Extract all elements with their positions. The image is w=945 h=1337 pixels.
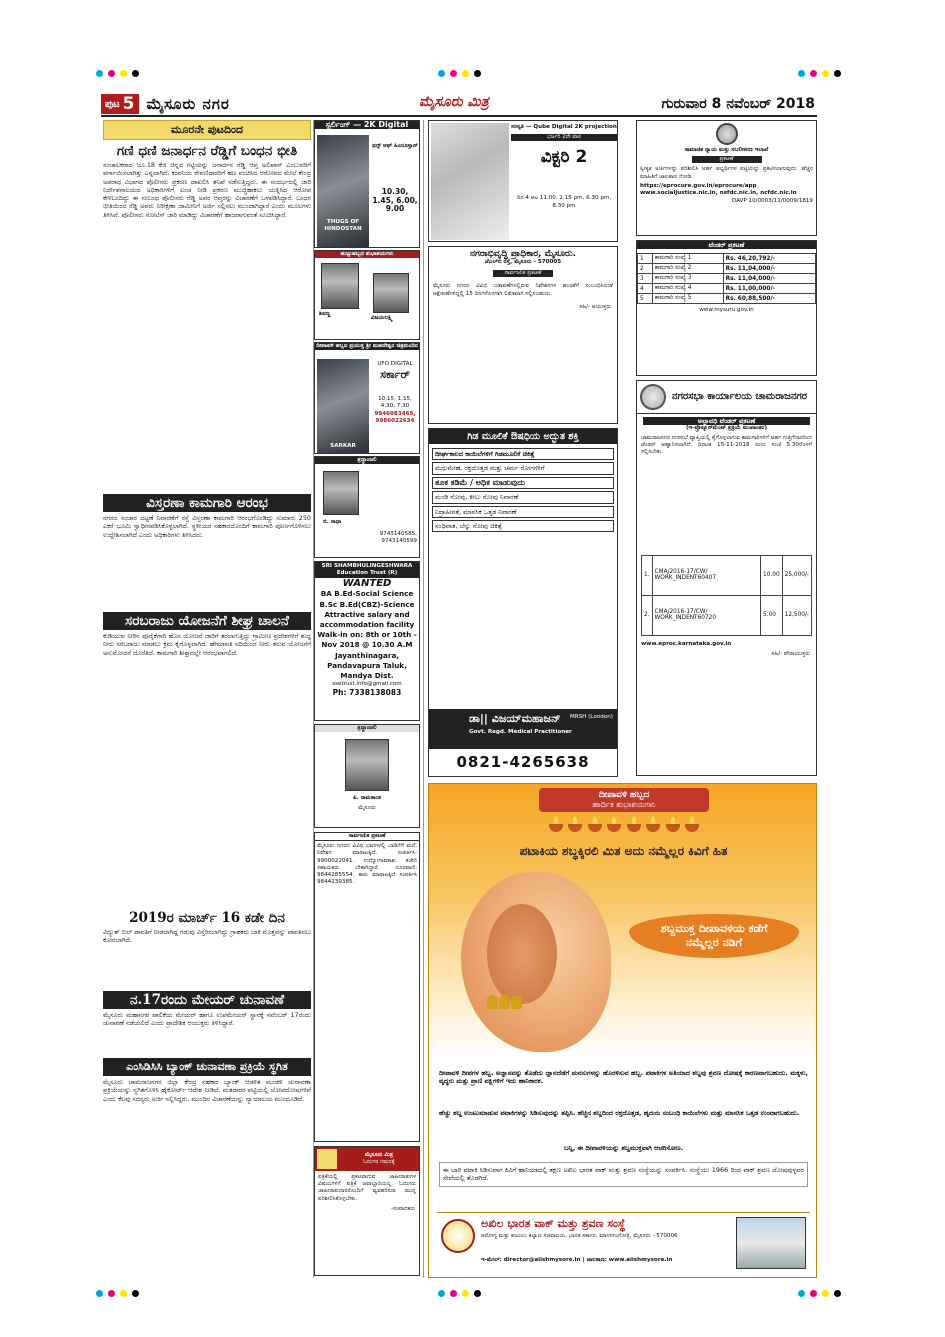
registration-marks bbox=[798, 70, 841, 77]
notice-links: https://eprocure.gov.in/eprocure/app www.socialjustice.nic.in, nsfdc.nic.in, ncfdc.nic.in bbox=[640, 182, 797, 197]
cmc-footer: www.eproc.karnataka.gov.in bbox=[641, 640, 732, 647]
table-row bbox=[638, 264, 816, 274]
tribute-ad bbox=[314, 456, 420, 558]
person-photo bbox=[345, 739, 389, 791]
table-cell: 5.00 bbox=[761, 595, 783, 635]
masthead bbox=[101, 93, 817, 117]
table-cell: 12,500/- bbox=[782, 595, 811, 635]
aiish-address: ಆರೋಗ್ಯ ಮತ್ತು ಕುಟುಂಬ ಕಲ್ಯಾಣ ಸಚಿವಾಲಯ, ಭಾರತ ಸರ್ಕಾರ, ಮಾನಸಗಂಗೋತ್ರಿ, ಮೈಸೂರು - 570006 bbox=[481, 1233, 678, 1239]
table-cell: Rs. 11,04,000/- bbox=[723, 274, 815, 284]
headline-reddy: ಗಣಿ ಧಣಿ ಜನಾರ್ಧನ ರೆಡ್ಡಿಗೆ ಬಂಧನ ಭೀತಿ bbox=[116, 143, 298, 159]
page-label: ಪುಟ bbox=[105, 98, 120, 110]
notice-label: ಪ್ರಕಟಣೆ bbox=[692, 156, 762, 163]
headline-march-deadline: 2019ರ ಮಾರ್ಚ್ 16 ಕಡೇ ದಿನ bbox=[129, 910, 285, 926]
dept-title: ಸಾಮಾಜಿಕ ನ್ಯಾಯ ಮತ್ತು ಸಬಲೀಕರಣ ಇಲಾಖೆ bbox=[684, 147, 769, 153]
classifieds-ad bbox=[314, 832, 420, 1142]
cinema-title: ಸರಸ್ವತಿ — Qube Digital 2K projection bbox=[511, 124, 617, 130]
table-cell: 2. bbox=[642, 595, 653, 635]
notice-paper-name: ಮೈಸೂರು ಮಿತ್ರ bbox=[365, 1151, 393, 1158]
muda-text: ಮೈಸೂರು ನಗರದ ವಿವಿಧ ಬಡಾವಣೆಗಳಲ್ಲಿರುವ ನಿವೇಶನಗಳ ಹಂಚಿಕೆಗೆ ಸಂಬಂಧಿಸಿದಂತೆ ಆಕ್ಷೇಪಣೆಗಳಿದ್ದಲ್ಲಿ 15 ದಿನಗಳೊಳಗಾಗಿ ಲಿಖಿತವಾಗಿ ಸಲ್ಲಿಸಬಹುದು. bbox=[433, 283, 613, 297]
aiish-logo-icon bbox=[441, 1219, 475, 1253]
table-cell: 1. bbox=[642, 555, 653, 595]
person-photo bbox=[373, 273, 409, 313]
wanted-body: BA B.Ed-Social Science B.Sc B.Ed(CBZ)-Science Attractive salary and accommodation facility Walk-in on: 8th or 10th - Nov 2018 @ 10.30 A.M Jayanthinagara, Pandavapura Taluk, Mandya Dist. bbox=[317, 589, 417, 681]
cmc-text: ಚಾಮರಾಜನಗರ ನಗರಸಭೆ ವ್ಯಾಪ್ತಿಯಲ್ಲಿ ಕೈಗೊಳ್ಳಲಾಗುವ ಕಾಮಗಾರಿಗಳಿಗೆ ಅರ್ಹ ಗುತ್ತಿಗೆದಾರರಿಂದ ಟೆಂಡರ್ ಆಹ್ವಾನಿಸಲಾಗಿದೆ. ದಿನಾಂಕ 15-11-2018 ರಂದು ಸಂಜೆ 5.30ರೊಳಗೆ ಸಲ್ಲಿಸಬೇಕು. bbox=[641, 434, 812, 456]
column-rule bbox=[423, 120, 424, 1278]
muda-signature: ಸಹಿ/- ಆಯುಕ್ತರು bbox=[579, 303, 611, 310]
person-detail: ಮೈಸೂರು bbox=[358, 805, 376, 811]
classifieds-text: ಮೈಸೂರು ನಗರದ ವಿವಿಧ ಭಾಗಗಳಲ್ಲಿ ಬಾಡಿಗೆಗೆ ಮನೆ, ನಿವೇಶನ ಮಾರಾಟಕ್ಕಿದೆ. ಸಂಪರ್ಕಿಸಿ: 9900022041. ಉದ್ಯೋಗಾವಕಾಶ: ಕಚೇರಿ ಸಹಾಯಕರು ಬೇಕಾಗಿದ್ದಾರೆ. ದೂರವಾಣಿ: 9844285554. ಕಾರು ಮಾರಾಟಕ್ಕಿದೆ ಸಂಪರ್ಕಿಸಿ 9844239385. bbox=[317, 843, 417, 886]
person-name: ಬಿ. ರಾಧಾ bbox=[323, 519, 342, 525]
treatment-line: ಮಧುಮೇಹ, ರಕ್ತದೊತ್ತಡ ಮತ್ತು ಚರ್ಮ ರೋಗಗಳಿಗೆ bbox=[432, 462, 614, 474]
government-emblem-icon bbox=[716, 123, 738, 145]
film-name: ವಿಕ್ಟರಿ 2 bbox=[540, 147, 588, 168]
table-cell: 2 bbox=[638, 264, 653, 274]
tribute-title: ಶ್ರದ್ಧಾಂಜಲಿ bbox=[315, 725, 419, 732]
bells-icon bbox=[487, 994, 527, 1016]
show-times: 10.15, 1.15, 4.30, 7.30 bbox=[378, 396, 412, 410]
article-mayor-election: ಮೈಸೂರು ಮಹಾನಗರ ಪಾಲಿಕೆಯ ಮೇಯರ್ ಹಾಗೂ ಉಪಮೇಯರ್ ಸ್ಥಾನಕ್ಕೆ ನವೆಂಬರ್ 17ರಂದು ಚುನಾವಣೆ ನಡೆಯಲಿದೆ ಎಂದು ಪ್ರಾದೇಶಿಕ ಆಯುಕ್ತರು ತಿಳಿಸಿದ್ದಾರೆ. bbox=[103, 1011, 311, 1028]
muda-notice-label: ಸಾರ್ವಜನಿಕ ಪ್ರಕಟಣೆ bbox=[493, 270, 553, 277]
cinema-title: ದೀಪಾವಳಿ ಹಬ್ಬದ ಪ್ರಯುಕ್ತ ಶ್ರೀ ಮಹದೇಶ್ವರ ಚಿತ್ರಮಂದಿರ bbox=[316, 343, 418, 349]
article-march-deadline: ವಿದ್ಯುತ್ ಬಿಲ್ ಪಾವತಿಗೆ ನೀಡಲಾಗಿದ್ದ ಗಡುವು ವಿಸ್ತರಿಸಲಾಗಿದ್ದು ಗ್ರಾಹಕರು ಬಾಕಿ ಮೊತ್ತವನ್ನು ಪಾವತಿಸಲು ಕೋರಲಾಗಿದೆ. bbox=[103, 928, 311, 945]
cinema-title: ಸ್ಟರ್ಲಿಂಗ್ — 2K Digital bbox=[315, 121, 419, 129]
diwali-headline: ಪಟಾಕಿಯ ಶಬ್ಧಕ್ಕಿರಲಿ ಮಿತ ಅದು ನಮ್ಮೆಲ್ಲರ ಕಿವಿಗೆ ಹಿತ bbox=[519, 844, 728, 858]
headline-supply-scheme: ಸರಬರಾಜು ಯೋಜನೆಗೆ ಶೀಘ್ರ ಚಾಲನೆ bbox=[103, 612, 311, 630]
aiish-contact: ಇ-ಮೇಲ್: director@aiishmysore.in | ಜಾಲತಾಣ: www.aiishmysore.in bbox=[481, 1257, 673, 1263]
second-week-note: ಭರ್ಜರಿ 2ನೇ ವಾರ bbox=[511, 134, 617, 141]
show-times: ದಿನ 4 ಆಟ 11.00, 2.15 pm, 6.30 pm, 8.30 pm bbox=[516, 195, 612, 209]
diwali-greeting: ಹಾರ್ದಿಕ ಶುಭಾಶಯಗಳು bbox=[592, 800, 656, 809]
notice-signature: -ಸಂಪಾದಕರು bbox=[391, 1205, 415, 1212]
poster-caption: SARKAR bbox=[330, 442, 356, 449]
issue-date: ಗುರುವಾರ 8 ನವೆಂಬರ್ 2018 bbox=[661, 96, 815, 112]
table-cell: 25,000/- bbox=[782, 555, 811, 595]
diwali-tagline: ಶಬ್ದಮುಕ್ತ ದೀಪಾವಳಿಯ ಕಡೆಗೆ bbox=[660, 922, 768, 935]
cmc-title: ನಗರಸಭಾ ಕಾರ್ಯಾಲಯ ಚಾಮರಾಜನಗರ bbox=[671, 391, 808, 402]
classifieds-title: ಸಾರ್ವಜನಿಕ ಪ್ರಕಟಣೆ bbox=[315, 833, 419, 841]
headline-mayor-election: ನ.17ರಂದು ಮೇಯರ್ ಚುನಾವಣೆ bbox=[103, 991, 311, 1009]
medical-cross-icon bbox=[435, 716, 461, 742]
table-cell: Rs. 60,88,500/- bbox=[723, 294, 815, 304]
wanted-email: ssetrust.info@gmail.com bbox=[332, 681, 402, 688]
wanted-ad bbox=[314, 561, 420, 721]
notice-text: ಪತ್ರಿಕೆಯಲ್ಲಿ ಪ್ರಕಟವಾಗುವ ಜಾಹೀರಾತುಗಳ ವಿಷಯಗಳಿಗೆ ಪತ್ರಿಕೆ ಜವಾಬ್ದಾರಿಯಲ್ಲ. ಓದುಗರು ಜಾಹೀರಾತುದಾರರೊಂದಿಗೆ ವ್ಯವಹರಿಸುವ ಮುನ್ನ ಪರಿಶೀಲಿಸಿಕೊಳ್ಳಬೇಕು. bbox=[318, 1174, 416, 1202]
cinema-ad-sarkar bbox=[314, 342, 420, 454]
person-name: ವಿಜಯಲಕ್ಷ್ಮಿ bbox=[371, 315, 393, 321]
diwali-paragraph: ದೀಪಾವಳಿ ದೀಪಗಳ ಹಬ್ಬ. ಅಜ್ಞಾನವನ್ನು ತೊಡೆದು ಜ್ಞಾನದೆಡೆಗೆ ಮನಸುಗಳನ್ನು ಹೊರಳಿಸುವ ಹಬ್ಬ. ಪಟಾಕಿಗಳ ಅತಿಯಾದ ಶಬ್ದವು ಶ್ರವಣ ದೋಷಕ್ಕೆ ಕಾರಣವಾಗಬಹುದು. ಮಕ್ಕಳು, ವೃದ್ಧರು ಮತ್ತು ಪ್ರಾಣಿ ಪಕ್ಷಿಗಳಿಗೆ ಇದು ಹಾನಿಕಾರಕ. bbox=[439, 1069, 808, 1086]
table-row bbox=[638, 254, 816, 264]
movie-poster bbox=[317, 135, 369, 247]
person-name: ಶಿವಣ್ಣ bbox=[319, 311, 331, 317]
film-name: ಸರ್ಕಾರ್ bbox=[380, 368, 410, 382]
treatment-line: ಮಂಡಿ ನೋವು, ಕೀಲು ನೋವು ನಿವಾರಣೆ bbox=[432, 491, 614, 503]
continued-kicker: ಮೂರನೇ ಪುಟದಿಂದ bbox=[103, 120, 311, 140]
table-cell: CMA/2016-17/CW/ WORK_INDENT60720 bbox=[652, 595, 761, 635]
article-reddy: ಸಂಚಾಲಕರಾದ ಜೂ.18 ಕೆಜಿ ಚಿನ್ನದ ಗಟ್ಟಿಯನ್ನು ಜನಾರ್ದನ ರೆಡ್ಡಿ ಆಪ್ತ ಅಲಿಖಾನ್ ಎಂಬುವರಿಗೆ ವರ್ಗಾಯಿಸಲಾಗಿತ್ತು ಎನ್ನಲಾಗಿದೆ. ಕಂಪನಿಯ ಠೇವಣಿದಾರರಿಗೆ ಹಣ ವಂಚಿಸಿದ ಆರೋಪದ ಮೇಲೆ ಕೇಂದ್ರ ಅಪರಾಧ ವಿಭಾಗದ ಪೊಲೀಸರು ಪ್ರಕರಣ ದಾಖಲಿಸಿ ತನಿಖೆ ನಡೆಸುತ್ತಿದ್ದರು. ಈ ಸಂದರ್ಭದಲ್ಲಿ ಜಾರಿ ನಿರ್ದೇಶನಾಲಯದ ಅಧಿಕಾರಿಗಳಿಗೆ ಲಂಚ ನೀಡಿ ಪ್ರಕರಣ ಮುಚ್ಚಿಹಾಕಲು ಯತ್ನಿಸಿದ ಆರೋಪ ಕೇಳಿಬಂದಿದ್ದು ಈ ಸಂಬಂಧ ಪೊಲೀಸರು ರೆಡ್ಡಿ ಅವರ ಆಪ್ತರನ್ನು ವಿಚಾರಣೆಗೆ ಒಳಪಡಿಸಿದ್ದಾರೆ. ಬಂಧನ ಭೀತಿಯಿಂದ ರೆಡ್ಡಿ ಅವರು ನಿರೀಕ್ಷಣಾ ಜಾಮೀನಿಗೆ ಅರ್ಜಿ ಸಲ್ಲಿಸಲು ಮುಂದಾಗಿದ್ದಾರೆ ಎಂದು ಮೂಲಗಳು ತಿಳಿಸಿವೆ. ಪೊಲೀಸರು ನೋಟಿಸ್ ಜಾರಿ ಮಾಡಿದ್ದು ವಿಚಾರಣೆಗೆ ಹಾಜರಾಗುವಂತೆ ಸೂಚಿಸಿದ್ದಾರೆ. bbox=[103, 161, 311, 219]
table-cell: ಕಾಮಗಾರಿ ಸಂಖ್ಯೆ 5 bbox=[652, 294, 723, 304]
tribute-ad bbox=[314, 724, 420, 828]
registration-marks bbox=[438, 1290, 481, 1297]
registration-marks bbox=[438, 70, 481, 77]
tender-notice-ad bbox=[636, 240, 817, 376]
treatment-line: ನಿದ್ರಾಹೀನತೆ, ಮಾನಸಿಕ ಒತ್ತಡ ನಿವಾರಣೆ bbox=[432, 506, 614, 518]
treatment-line: ಸಂಧಿವಾತ, ಬೆನ್ನು ನೋವು ಚಿಕಿತ್ಸೆ bbox=[432, 520, 614, 532]
table-cell: 4 bbox=[638, 284, 653, 294]
article-supply-scheme: ಕುಡಿಯುವ ನೀರಿನ ಪೂರೈಕೆಗಾಗಿ ಹೊಸ ಯೋಜನೆ ಜಾರಿಗೆ ತರಲಾಗುತ್ತಿದ್ದು ಗ್ರಾಮೀಣ ಪ್ರದೇಶಗಳಿಗೆ ಶುದ್ಧ ನೀರು ಸರಬರಾಜು ಮಾಡಲು ಕ್ರಮ ಕೈಗೊಳ್ಳಲಾಗಿದೆ. ಹೇಮಾವತಿ ನದಿಯಿಂದ ನೀರು ತರುವ ಯೋಜನೆಗೆ ಅನುಮೋದನೆ ದೊರೆತಿದೆ. ಕಾಮಗಾರಿ ಶೀಘ್ರದಲ್ಲೇ ಆರಂಭವಾಗಲಿದೆ. bbox=[103, 632, 311, 657]
phone-number: 9743140585, 9743140599 bbox=[379, 531, 417, 545]
treatment-line: ದೀರ್ಘಕಾಲದ ಕಾಯಿಲೆಗಳಿಗೆ ಗಿಡಮೂಲಿಕೆ ಚಿಕಿತ್ಸೆ bbox=[432, 448, 614, 460]
trust-name: SRI SHAMBHULINGESHWARA Education Trust (R) bbox=[315, 562, 419, 578]
social-justice-notice-ad bbox=[636, 120, 817, 236]
paper-emblem-icon bbox=[317, 1149, 337, 1169]
wanted-phone: Ph: 7338138083 bbox=[332, 688, 402, 698]
tender-footer: www.mysuru.gov.in bbox=[699, 307, 754, 314]
wanted-title: WANTED bbox=[342, 578, 392, 590]
birthday-ad bbox=[314, 250, 420, 340]
movie-poster bbox=[317, 359, 369, 453]
diwali-paragraph: ಹೆಚ್ಚು ಶಬ್ದ ಉಂಟುಮಾಡುವ ಪಟಾಕಿಗಳನ್ನು ಸಿಡಿಸುವುದನ್ನು ತಪ್ಪಿಸಿ. ಹೆಚ್ಚಿನ ಶಬ್ದದಿಂದ ರಕ್ತದೊತ್ತಡ, ಹೃದಯ ಸಂಬಂಧಿ ಕಾಯಿಲೆಗಳು ಮತ್ತು ಮಾನಸಿಕ ಒತ್ತಡ ಉಂಟಾಗಬಹುದು. bbox=[439, 1109, 800, 1117]
movie-poster bbox=[431, 123, 509, 240]
diwali-tagline: ನಮ್ಮೆಲ್ಲರ ನಡಿಗೆ bbox=[685, 936, 743, 949]
article-expansion: ನಗರದ ಸಂಚಾರ ದಟ್ಟಣೆ ನಿವಾರಣೆಗೆ ರಸ್ತೆ ವಿಸ್ತರಣಾ ಕಾಮಗಾರಿ ಆರಂಭಗೊಂಡಿದ್ದು ಸುಮಾರು 250 ಎಕರೆ ಭೂಮಿ ಸ್ವಾಧೀನಪಡಿಸಿಕೊಳ್ಳಲಾಗಿದೆ. ಸ್ಥಳೀಯರ ಸಹಕಾರದೊಂದಿಗೆ ಕಾಮಗಾರಿ ಪೂರ್ಣಗೊಳಿಸಲು ಉದ್ದೇಶಿಸಲಾಗಿದೆ ಎಂದು ಅಧಿಕಾರಿಗಳು ತಿಳಿಸಿದರು. bbox=[103, 514, 311, 539]
registration-marks bbox=[96, 1290, 139, 1297]
person-photo bbox=[321, 263, 359, 309]
doctor-registration: Govt. Regd. Medical Practitioner bbox=[469, 729, 572, 735]
tender-title: ಟೆಂಡರ್ ಪ್ರಕಟಣೆ bbox=[637, 241, 816, 249]
reader-notice-ad bbox=[314, 1146, 420, 1276]
news-column bbox=[103, 120, 311, 1278]
table-cell: 10.00 bbox=[761, 555, 783, 595]
table-cell: ಕಾಮಗಾರಿ ಸಂಖ್ಯೆ 1 bbox=[652, 254, 723, 264]
treatment-line: ತೂಕ ಕಡಿಮೆ / ಅಧಿಕ ಮಾಡುವುದು bbox=[432, 477, 614, 489]
table-row bbox=[642, 555, 812, 595]
table-cell: 1 bbox=[638, 254, 653, 264]
table-row bbox=[642, 595, 812, 635]
table-cell: CMA/2016-17/CW/ WORK_INDENT60407 bbox=[652, 555, 761, 595]
table-row bbox=[638, 274, 816, 284]
notice-subtitle: ಓದುಗರ ಗಮನಕ್ಕೆ bbox=[363, 1159, 395, 1165]
paper-logo: ಮೈಸೂರು ಮಿತ್ರ bbox=[419, 94, 489, 110]
table-cell: Rs. 11,04,000/- bbox=[723, 264, 815, 274]
diwali-band: ದೀಪಾವಳಿ ಹಬ್ಬದ bbox=[598, 790, 650, 800]
aiish-name: ಅಖಿಲ ಭಾರತ ವಾಕ್ ಮತ್ತು ಶ್ರವಣ ಸಂಸ್ಥೆ bbox=[481, 1217, 626, 1230]
muda-address: ಜೆಎಲ್‌ಬಿ ರಸ್ತೆ, ಮೈಸೂರು - 570005 bbox=[484, 259, 562, 265]
table-cell: ಕಾಮಗಾರಿ ಸಂಖ್ಯೆ 3 bbox=[652, 274, 723, 284]
table-cell: Rs. 46,20,792/- bbox=[723, 254, 815, 264]
doctor-phone: 0821-4265638 bbox=[456, 753, 590, 771]
tender-table bbox=[637, 253, 816, 304]
table-cell: Rs. 11,00,000/- bbox=[723, 284, 815, 294]
show-times: 10.30, 1.45, 6.00, 9.00 bbox=[372, 187, 418, 214]
notice-ref: DAVP 10/0003/11/0009/1819 bbox=[731, 198, 813, 205]
person-photo bbox=[323, 471, 359, 515]
article-bank-election: ಮೈಸೂರು ಚಾಮರಾಜನಗರ ಜಿಲ್ಲಾ ಕೇಂದ್ರ ಸಹಕಾರ ಬ್ಯಾಂಕ್ ಆಡಳಿತ ಮಂಡಳಿ ಚುನಾವಣಾ ಪ್ರಕ್ರಿಯೆಯನ್ನು ಸ್ಥಗಿತಗೊಳಿಸಿ ಹೈಕೋರ್ಟ್ ಆದೇಶ ನೀಡಿದೆ. ಮತದಾರರ ಪಟ್ಟಿಯಲ್ಲಿ ಲೋಪದೋಷಗಳಿವೆ ಎಂದು ಕೆಲವು ಸದಸ್ಯರು ಅರ್ಜಿ ಸಲ್ಲಿಸಿದ್ದರು. ಮುಂದಿನ ವಿಚಾರಣೆಯನ್ನು ನ್ಯಾಯಾಲಯ ಮುಂದೂಡಿದೆ. bbox=[103, 1078, 311, 1103]
diwali-awareness-ad bbox=[428, 783, 817, 1278]
cmc-subtitle: (ಇ-ಪ್ರೊಕ್ಯೂರ್‌ಮೆಂಟ್ ಪ್ರಕ್ರಿಯೆ ಮುಖಾಂತರ) bbox=[685, 425, 768, 432]
birthday-title: ಹುಟ್ಟುಹಬ್ಬದ ಶುಭಾಶಯಗಳು bbox=[315, 251, 419, 258]
ear-inner-icon bbox=[487, 904, 557, 1004]
person-name: ಪಿ. ರಾಮಕಾಂತ bbox=[353, 795, 381, 801]
section-name: ಮೈಸೂರು ನಗರ bbox=[146, 95, 230, 113]
registration-marks bbox=[798, 1290, 841, 1297]
table-cell: 5 bbox=[638, 294, 653, 304]
table-cell: ಕಾಮಗಾರಿ ಸಂಖ್ಯೆ 4 bbox=[652, 284, 723, 294]
herbal-doctor-ad bbox=[428, 428, 618, 777]
diya-lamps-icon bbox=[549, 824, 699, 832]
table-cell: ಕಾಮಗಾರಿ ಸಂಖ್ಯೆ 2 bbox=[652, 264, 723, 274]
diwali-paragraph: ಬನ್ನಿ, ಈ ದೀಪಾವಳಿಯನ್ನು ಶಬ್ದಮುಕ್ತವಾಗಿ ಆಚರಿಸೋಣ. bbox=[563, 1144, 684, 1152]
doctor-degree: MRSH (London) bbox=[569, 714, 613, 720]
registration-marks bbox=[96, 70, 139, 77]
notice-text: ಸ್ವೀಕೃತ ಅರ್ಜಿಗಳನ್ನು ಪರಿಶೀಲಿಸಿ ಅರ್ಹ ಅಭ್ಯರ್ಥಿಗಳ ಪಟ್ಟಿಯನ್ನು ಪ್ರಕಟಿಸಲಾಗುವುದು. ಹೆಚ್ಚಿನ ಮಾಹಿತಿಗೆ ಜಾಲತಾಣ ನೋಡಿ. bbox=[640, 166, 813, 180]
cmc-tender-ad bbox=[636, 380, 817, 776]
table-row bbox=[638, 294, 816, 304]
tribute-title: ಶ್ರದ್ಧಾಂಜಲಿ bbox=[315, 457, 419, 464]
poster-caption: THUGS OF HINDOSTAN bbox=[324, 218, 362, 232]
film-name: ಥಗ್ಸ್ ಆಫ್ ಹಿಂದೂಸ್ತಾನ್ bbox=[372, 143, 418, 149]
page-number-badge bbox=[101, 94, 139, 114]
muda-notice-ad bbox=[428, 246, 618, 424]
muda-title: ನಗರಾಭಿವೃದ್ಧಿ ಪ್ರಾಧಿಕಾರ, ಮೈಸೂರು. bbox=[469, 249, 577, 259]
municipal-seal-icon bbox=[640, 384, 666, 410]
headline-bank-election: ಎಂಸಿಡಿಸಿಸಿ ಬ್ಯಾಂಕ್ ಚುನಾವಣಾ ಪ್ರಕ್ರಿಯೆ ಸ್ಥಗಿತ bbox=[103, 1058, 311, 1076]
cmc-signature: ಸಹಿ/- ಪೌರಾಯುಕ್ತರು bbox=[771, 650, 810, 657]
cmc-tender-table bbox=[641, 555, 812, 636]
table-row bbox=[638, 284, 816, 294]
diwali-paragraph: ಈ ಬಾರಿ ಪಟಾಕಿ ಸಿಡಿಸುವಾಗ ಕಿವಿಗೆ ಹಾನಿಯಾದಲ್ಲಿ ತಕ್ಷಣ ಅಖಿಲ ಭಾರತ ವಾಕ್ ಮತ್ತು ಶ್ರವಣ ಸಂಸ್ಥೆಯನ್ನು ಸಂಪರ್ಕಿಸಿ. ಸಂಸ್ಥೆಯು 1966 ರಿಂದ ವಾಕ್ ಶ್ರವಣ ದೋಷವುಳ್ಳವರ ಸೇವೆಯಲ್ಲಿ ತೊಡಗಿದೆ. bbox=[439, 1162, 808, 1187]
page-number: 5 bbox=[122, 94, 135, 114]
building-photo bbox=[736, 1217, 806, 1269]
cinema-ad-sterling bbox=[314, 120, 420, 248]
doctor-name: ಡಾ|| ವಿಜಯ್‌ಮಹಾಜನ್ bbox=[469, 712, 561, 725]
doctor-ad-title: ಗಿಡ ಮೂಲಿಕೆ ಔಷಧಿಯ ಅದ್ಭುತ ಶಕ್ತಿ bbox=[429, 429, 617, 444]
digital-note: UFO DIGITAL bbox=[377, 361, 413, 367]
cinema-ad-saraswati bbox=[428, 120, 618, 242]
cmc-subtitle: ಅಲ್ಪಾವಧಿ ಟೆಂಡರ್ ಪ್ರಕಟಣೆ bbox=[643, 417, 810, 425]
headline-expansion: ವಿಸ್ತರಣಾ ಕಾಮಗಾರಿ ಆರಂಭ bbox=[103, 494, 311, 512]
phone-number: 9946083465, 9986022634 bbox=[374, 410, 416, 424]
table-cell: 3 bbox=[638, 274, 653, 284]
